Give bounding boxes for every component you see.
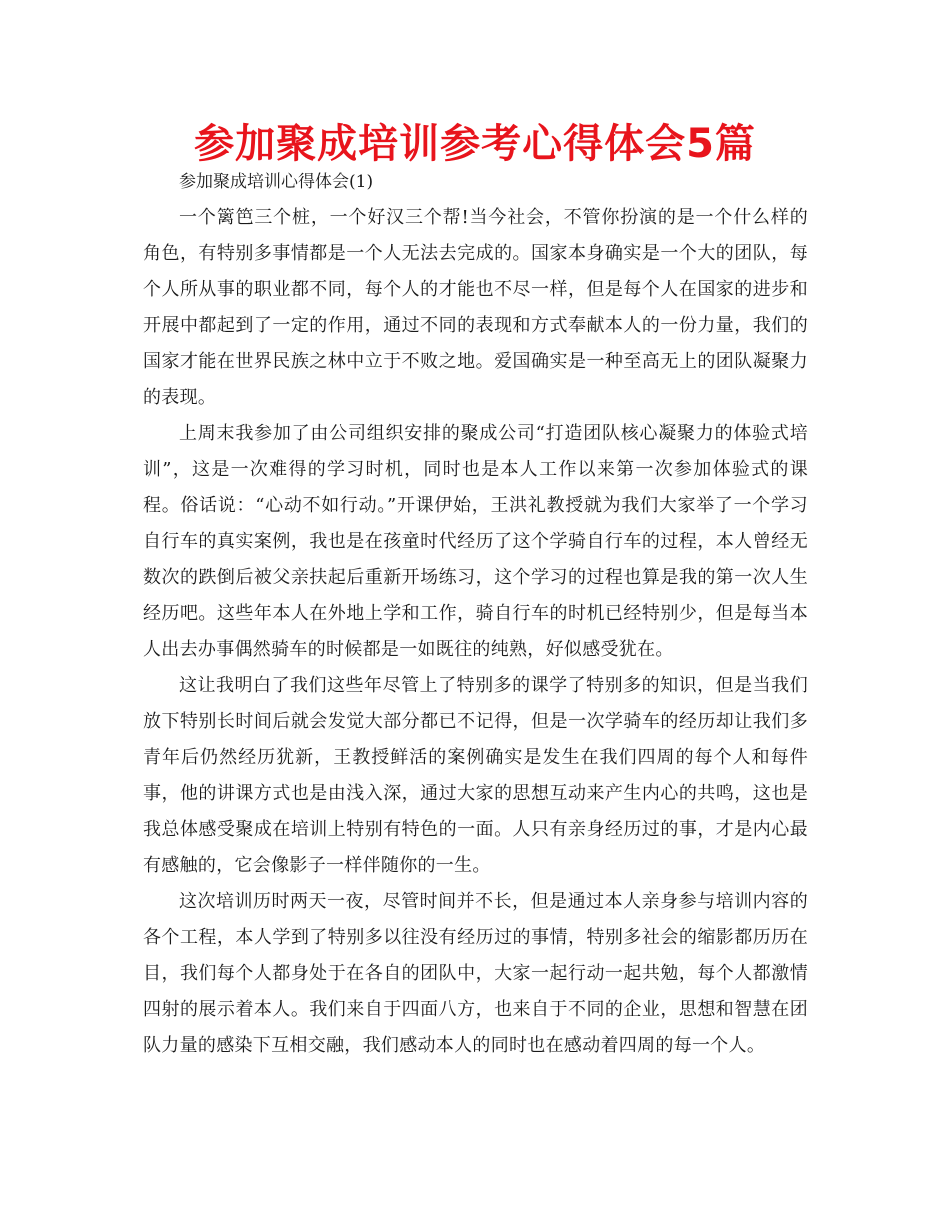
paragraph-3: 这让我明白了我们这些年尽管上了特别多的课学了特别多的知识，但是当我们放下特别长时间后就会发觉大部分都已不记得，但是一次学骑车的经历却让我们多青年后仍然经历犹新，王教授鲜活的案例确实是发生在我们四周的每个人和每件事，他的讲课方式也是由浅入深，通过大家的思想互动来产生内心的共鸣，这也是我总体感受聚成在培训上特别有特色的一面。人只有亲身经历过的事，才是内心最有感触的，它会像影子一样伴随你的一生。: [143, 675, 808, 876]
paragraph-1: 一个篱笆三个桩，一个好汉三个帮!当今社会，不管你扮演的是一个什么样的角色，有特别多事情都是一个人无法去完成的。国家本身确实是一个大的团队，每个人所从事的职业都不同，每个人的才能也不尽一样，但是每个人在国家的进步和开展中都起到了一定的作用，通过不同的表现和方式奉献本人的一份力量，我们的国家才能在世界民族之林中立于不败之地。爱国确实是一种至高无上的团队凝聚力的表现。: [143, 207, 808, 408]
paragraph-4: 这次培训历时两天一夜，尽管时间并不长，但是通过本人亲身参与培训内容的各个工程，本人学到了特别多以往没有经历过的事情，特别多社会的缩影都历历在目，我们每个人都身处于在各自的团队中，大家一起行动一起共勉，每个人都激情四射的展示着本人。我们来自于四面八方，也来自于不同的企业，思想和智慧在团队力量的感染下互相交融，我们感动本人的同时也在感动着四周的每一个人。: [143, 891, 808, 1056]
section-subtitle: 参加聚成培训心得体会(1): [179, 172, 374, 192]
document-body: [143, 166, 808, 1064]
paragraph-2: 上周末我参加了由公司组织安排的聚成公司“打造团队核心凝聚力的体验式培训”，这是一次难得的学习时机，同时也是本人工作以来第一次参加体验式的课程。俗话说：“心动不如行动。”开课伊始，王洪礼教授就为我们大家举了一个学习自行车的真实案例，我也是在孩童时代经历了这个学骑自行车的过程，本人曾经无数次的跌倒后被父亲扶起后重新开场练习，这个学习的过程也算是我的第一次人生经历吧。这些年本人在外地上学和工作，骑自行车的时机已经特别少，但是每当本人出去办事偶然骑车的时候都是一如既往的纯熟，好似感受犹在。: [143, 423, 808, 660]
document-title: 参加聚成培训参考心得体会5篇: [194, 121, 756, 167]
